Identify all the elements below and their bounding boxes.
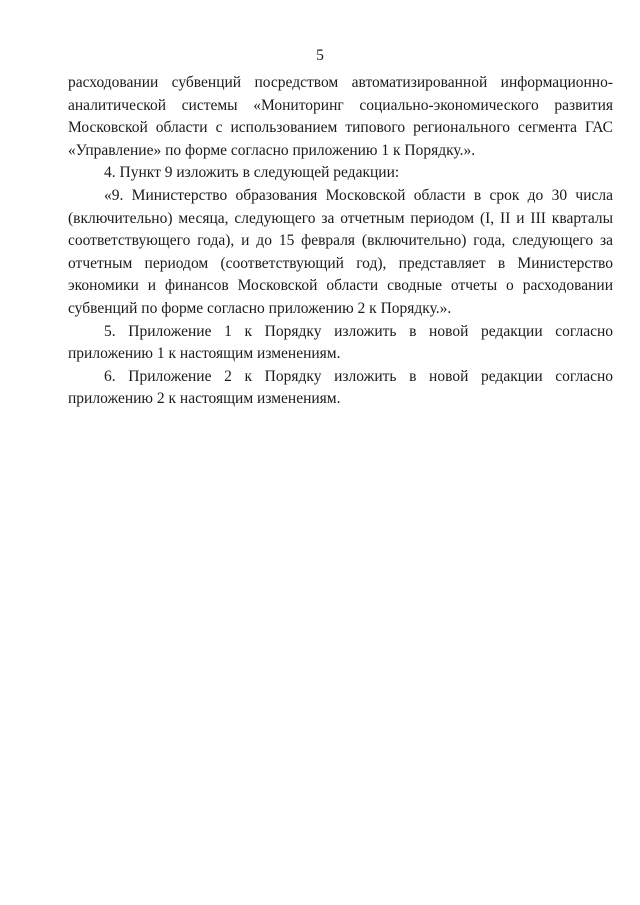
paragraph-continuation: расходовании субвенций посредством автоматизированной информационно-аналитической системы «Мониторинг социально-экономического развития Московской области с использованием типового регионального сегмента ГАС «Управление» по форме согласно приложению 1 к Порядку.». [68,74,613,159]
page-number: 5 [316,47,324,64]
document-body [68,72,613,411]
paragraph-item-4: 4. Пункт 9 изложить в следующей редакции: [104,164,400,182]
paragraph-quoted-item-9: «9. Министерство образования Московской области в срок до 30 числа (включительно) месяца, следующего за отчетным периодом (I, II и III кварталы соответствующего года), и до 15 февраля (включительно) года, следующего за отчетным периодом (соответствующий год), представляет в Министерство экономики и финансов Московской области сводные отчеты о расходовании субвенций по форме согласно приложению 2 к Порядку.». [68,186,613,317]
paragraph-item-5: 5. Приложение 1 к Порядку изложить в новой редакции согласно приложению 1 к настоящим изменениям. [68,322,613,363]
paragraph-item-6: 6. Приложение 2 к Порядку изложить в новой редакции согласно приложению 2 к настоящим изменениям. [68,367,613,408]
